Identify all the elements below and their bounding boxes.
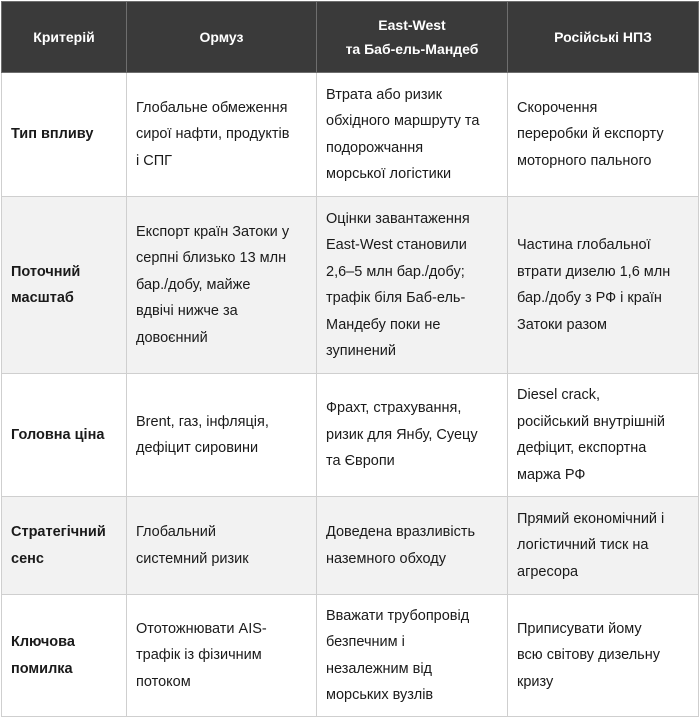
cell-text-line: дефіцит сировини: [136, 440, 259, 456]
cell-text-line: Затоки разом: [517, 316, 608, 333]
cell-text-line: морської логістики: [326, 166, 452, 182]
cell-text-line: довоєнний: [136, 329, 208, 346]
header-russian-refineries: [508, 2, 699, 73]
hormuz-cell: [127, 197, 317, 374]
criterion-cell: [2, 595, 127, 717]
header-criterion: [2, 2, 127, 73]
cell-text-line: втрати дизелю 1,6 млн: [517, 263, 671, 280]
cell-text-line: Приписувати йому: [517, 620, 642, 637]
cell-text-line: та Баб-ель-Мандеб: [345, 41, 479, 57]
cell-text-line: ризик для Янбу, Суецу: [326, 426, 478, 443]
russian-refineries-cell: [508, 197, 699, 374]
cell-text-line: сенс: [11, 550, 44, 567]
cell-text-line: агресора: [517, 563, 579, 580]
table-row: [2, 73, 699, 197]
cell-text-line: Частина глобальної: [517, 237, 651, 253]
cell-text-line: серпні близько 13 млн: [136, 250, 287, 267]
cell-text-line: Втрата або ризик: [326, 86, 442, 103]
cell-text: [326, 82, 499, 188]
cell-text: [517, 95, 690, 175]
cell-text: [517, 382, 690, 488]
cell-text-line: Ототожнювати AIS-: [136, 620, 267, 637]
table-header: [2, 2, 699, 73]
criterion-cell: [2, 497, 127, 595]
cell-text-line: масштаб: [11, 290, 74, 306]
russian-refineries-cell: [508, 73, 699, 197]
cell-text-line: безпечним і: [326, 634, 405, 650]
cell-text-line: Ормуз: [199, 29, 244, 45]
cell-text: [11, 259, 118, 312]
cell-text-line: Скорочення: [517, 99, 598, 116]
cell-text: [517, 506, 690, 586]
cell-text-line: 2,6–5 млн бар./добу;: [326, 263, 465, 280]
cell-text: [517, 232, 690, 338]
cell-text: [136, 409, 308, 462]
header-text: [323, 13, 501, 61]
cell-text-line: трафік із фізичним: [136, 647, 262, 664]
cell-text-line: Ключова: [11, 634, 75, 650]
cell-text-line: трафік біля Баб-ель-: [326, 290, 466, 306]
cell-text-line: наземного обходу: [326, 550, 446, 567]
cell-text-line: Тип впливу: [11, 126, 94, 143]
header-row: [2, 2, 699, 73]
comparison-table: [1, 1, 699, 717]
cell-text-line: Поточний: [11, 263, 81, 280]
eastwest-cell: [317, 595, 508, 717]
hormuz-cell: [127, 374, 317, 497]
hormuz-cell: [127, 497, 317, 595]
cell-text-line: зупинений: [326, 343, 396, 359]
cell-text-line: кризу: [517, 673, 554, 690]
cell-text-line: Мандебу поки не: [326, 316, 441, 333]
table-row: [2, 197, 699, 374]
cell-text-line: Brent, газ, інфляція,: [136, 413, 269, 430]
header-text: [133, 25, 310, 49]
cell-text-line: маржа РФ: [517, 466, 586, 483]
cell-text-line: Російські НПЗ: [554, 29, 652, 45]
table-row: [2, 595, 699, 717]
header-text: [8, 25, 120, 49]
header-text: [514, 25, 692, 49]
cell-text-line: незалежним від: [326, 660, 433, 677]
eastwest-cell: [317, 197, 508, 374]
cell-text: [11, 422, 118, 449]
table-body: [2, 73, 699, 717]
cell-text-line: Глобальний: [136, 524, 216, 540]
cell-text-line: обхідного маршруту та: [326, 113, 480, 129]
cell-text-line: Прямий економічний і: [517, 510, 665, 527]
cell-text: [326, 519, 499, 572]
cell-text: [136, 519, 308, 572]
eastwest-cell: [317, 497, 508, 595]
hormuz-cell: [127, 595, 317, 717]
cell-text: [136, 95, 308, 175]
criterion-cell: [2, 197, 127, 374]
cell-text-line: бар./добу з РФ і країн: [517, 290, 662, 306]
cell-text-line: Критерій: [33, 29, 95, 45]
russian-refineries-cell: [508, 374, 699, 497]
cell-text-line: бар./добу, майже: [136, 276, 251, 293]
cell-text: [136, 219, 308, 352]
cell-text: [326, 603, 499, 709]
cell-text-line: Diesel crack,: [517, 387, 600, 403]
comparison-table-container: [1, 1, 698, 717]
header-hormuz: [127, 2, 317, 73]
cell-text-line: та Європи: [326, 453, 395, 470]
cell-text-line: East-West становили: [326, 237, 467, 253]
cell-text: [517, 616, 690, 696]
cell-text: [326, 395, 499, 475]
table-row: [2, 497, 699, 595]
cell-text-line: Вважати трубопровід: [326, 607, 470, 624]
header-eastwest-bab-el-mandeb: [317, 2, 508, 73]
cell-text-line: Експорт країн Затоки у: [136, 223, 290, 240]
eastwest-cell: [317, 73, 508, 197]
cell-text-line: моторного пального: [517, 152, 652, 169]
cell-text-line: морських вузлів: [326, 687, 434, 703]
criterion-cell: [2, 374, 127, 497]
criterion-cell: [2, 73, 127, 197]
cell-text-line: системний ризик: [136, 550, 249, 567]
russian-refineries-cell: [508, 497, 699, 595]
cell-text: [136, 616, 308, 696]
cell-text-line: переробки й експорту: [517, 126, 664, 143]
cell-text-line: всю світову дизельну: [517, 647, 660, 664]
cell-text-line: East-West: [378, 17, 446, 33]
cell-text-line: російський внутрішній: [517, 413, 665, 430]
cell-text-line: дефіцит, експортна: [517, 440, 647, 456]
cell-text-line: і СПГ: [136, 152, 172, 169]
cell-text: [11, 121, 118, 148]
cell-text-line: помилка: [11, 660, 73, 677]
cell-text-line: Доведена вразливість: [326, 524, 476, 540]
cell-text-line: Стратегічний: [11, 524, 106, 540]
cell-text: [11, 519, 118, 572]
table-row: [2, 374, 699, 497]
cell-text-line: потоком: [136, 673, 191, 690]
cell-text: [326, 206, 499, 365]
cell-text-line: Фрахт, страхування,: [326, 400, 462, 417]
hormuz-cell: [127, 73, 317, 197]
cell-text: [11, 629, 118, 682]
cell-text-line: подорожчання: [326, 139, 424, 156]
cell-text-line: Глобальне обмеження: [136, 99, 288, 116]
cell-text-line: логістичний тиск на: [517, 537, 649, 554]
russian-refineries-cell: [508, 595, 699, 717]
cell-text-line: сирої нафти, продуктів: [136, 126, 290, 143]
cell-text-line: вдвічі нижче за: [136, 303, 238, 320]
eastwest-cell: [317, 374, 508, 497]
cell-text-line: Оцінки завантаження: [326, 210, 470, 227]
cell-text-line: Головна ціна: [11, 426, 105, 443]
